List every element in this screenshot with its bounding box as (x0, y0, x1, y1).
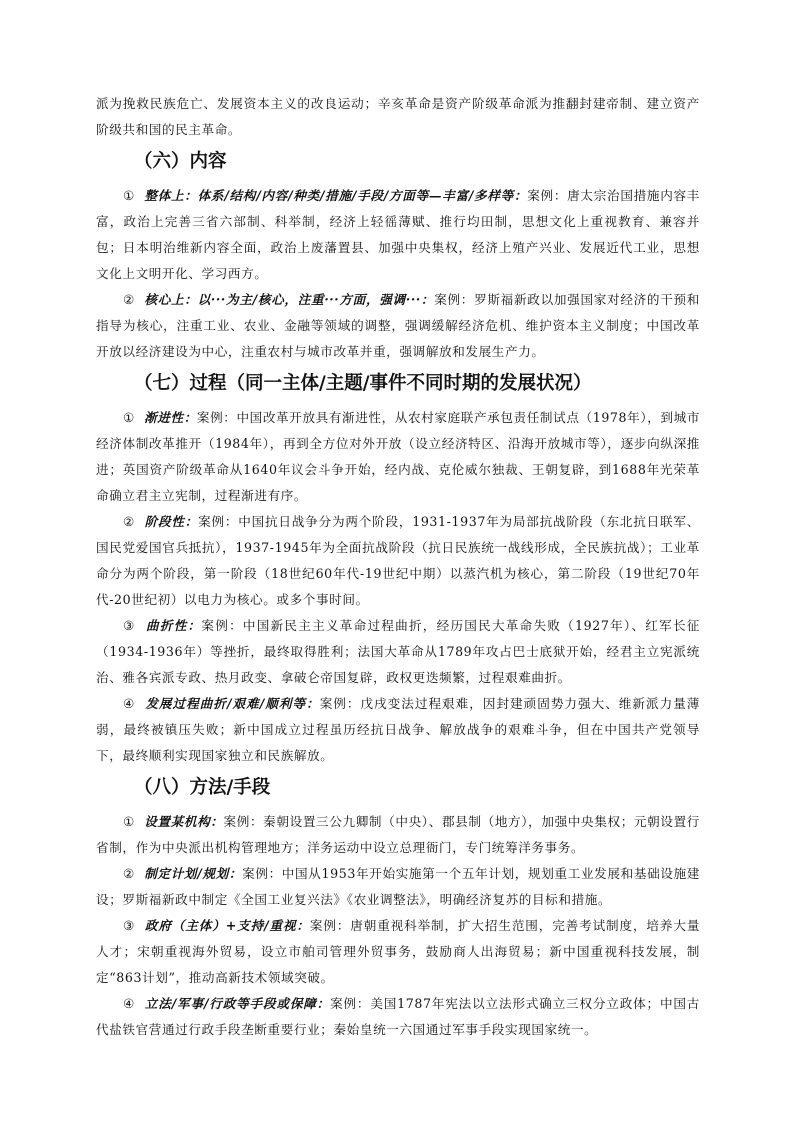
item-number: ② (123, 292, 135, 307)
item-keyword: 阶段性： (144, 514, 199, 529)
item-keyword: 整体上：体系/结构/内容/种类/措施/手段/方面等—丰富/多样等： (144, 188, 528, 203)
item-number: ③ (123, 918, 136, 933)
item-keyword: 设置某机构： (144, 814, 224, 829)
item-keyword: 核心上：以···为主/核心，注重···方面，强调···： (144, 292, 435, 307)
item-text: 案例：罗斯福新政以加强国家对经济的干预和指导为核心，注重工业、农业、金融等领域的调整，强调缓解经济危机、维护资本主义制度；中国改革开放以经济建设为中心，注重农村与城市改革并重，强调解放和发展生产力。 (96, 292, 701, 359)
item-number: ④ (123, 996, 136, 1011)
item-keyword: 渐进性： (144, 410, 197, 425)
list-item (96, 991, 700, 1043)
item-keyword: 制定计划/规划： (144, 866, 243, 881)
item-number: ① (123, 410, 135, 425)
intro-paragraph: 派为挽救民族危亡、发展资本主义的改良运动；辛亥革命是资产阶级革命派为推翻封建帝制、建立资产阶级共和国的民主革命。 (96, 96, 700, 137)
item-text: 案例：中国从1953年开始实施第一个五年计划，规划重工业发展和基础设施建设；罗斯福新政中制定《全国工业复兴法》《农业调整法》，明确经济复苏的目标和措施。 (96, 866, 701, 907)
item-keyword: 曲折性： (146, 618, 202, 633)
section-heading-methods: （八）方法/手段 (134, 777, 271, 798)
item-number: ② (123, 514, 136, 529)
item-text: 案例：中国抗日战争分为两个阶段，1931-1937年为局部抗战阶段（东北抗日联军、国民党爱国官兵抵抗），1937-1945年为全面抗战阶段（抗日民族统一战线形成，全民族抗战）；工业革命分为两个阶段，第一阶段（18世纪60年代-19世纪中期）以蒸汽机为核心，第二阶段（19世纪70年代-20世纪初）以电力为核心。或多个事时间。 (96, 514, 700, 607)
item-keyword: 立法/军事/行政等手段或保障： (144, 996, 331, 1011)
item-text: 案例：中国改革开放具有渐进性，从农村家庭联产承包责任制试点（1978年），到城市经济体制改革推开（1984年），再到全方位对外开放（设立经济特区、沿海开放城市等），逐步向纵深推进；英国资产阶级革命从1640年议会斗争开始，经内战、克伦威尔独裁、王朝复辟，到1688年光荣革命确立君主立宪制，过程渐进有序。 (96, 410, 701, 503)
list-item (96, 809, 700, 861)
item-number: ① (123, 814, 135, 829)
list-item (96, 613, 700, 691)
section-heading-content: （六）内容 (134, 151, 227, 172)
list-item (96, 287, 700, 365)
list-item (96, 183, 700, 287)
item-keyword: 发展过程曲折/艰难/顺利等： (145, 696, 320, 711)
item-text: 案例：美国1787年宪法以立法形式确立三权分立政体；中国古代盐铁官营通过行政手段垄断重要行业；秦始皇统一六国通过军事手段实现国家统一。 (96, 996, 700, 1037)
item-text: 案例：秦朝设置三公九卿制（中央）、郡县制（地方），加强中央集权；元朝设置行省制，作为中央派出机构管理地方；洋务运动中设立总理衙门，专门统筹洋务事务。 (96, 814, 700, 855)
item-number: ① (123, 188, 135, 203)
item-keyword: 政府（主体）+支持/重视： (144, 918, 310, 933)
list-item (96, 405, 700, 509)
item-text: 案例：唐太宗治国措施内容丰富，政治上完善三省六部制、科举制，经济上轻徭薄赋、推行均田制，思想文化上重视教育、兼容并包；日本明治维新内容全面，政治上废藩置县、加强中央集权，经济上殖产兴业、发展近代工业，思想文化上文明开化、学习西方。 (96, 188, 700, 281)
item-number: ④ (123, 696, 136, 711)
item-number: ③ (123, 618, 136, 633)
section-heading-process: （七）过程（同一主体/主题/事件不同时期的发展状况） (134, 373, 592, 394)
item-text: 案例：中国新民主主义革命过程曲折，经历国民大革命失败（1927年）、红军长征（1934-1936年）等挫折，最终取得胜利；法国大革命从1789年攻占巴士底狱开始，经君主立宪派统治、雅各宾派专政、热月政变、拿破仑帝国复辟，政权更迭频繁，过程艰难曲折。 (96, 618, 701, 685)
list-item (96, 691, 700, 769)
item-number: ② (123, 866, 135, 881)
list-item (96, 913, 700, 991)
item-text: 案例：戊戌变法过程艰难，因封建顽固势力强大、维新派力量薄弱，最终被镇压失败；新中国成立过程虽历经抗日战争、解放战争的艰难斗争，但在中国共产党领导下，最终顺利实现国家独立和民族解放。 (96, 696, 700, 763)
list-item (96, 861, 700, 913)
item-text: 案例：唐朝重视科举制，扩大招生范围，完善考试制度，培养大量人才；宋朝重视海外贸易，设立市舶司管理外贸事务，鼓励商人出海贸易；新中国重视科技发展，制定“863计划”，推动高新技术领域突破。 (96, 918, 701, 985)
page-content (96, 91, 700, 1043)
list-item (96, 509, 700, 613)
